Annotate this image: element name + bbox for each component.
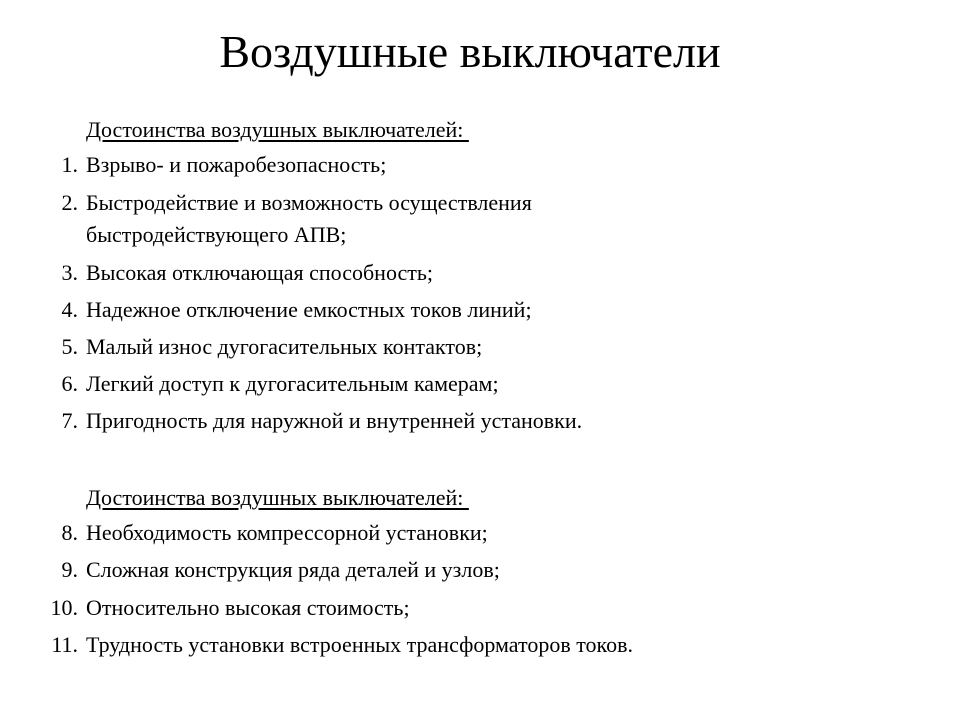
item-number: 9.	[61, 557, 78, 582]
item-text: Взрыво- и пожаробезопасность;	[86, 152, 387, 177]
item-text: Малый износ дугогасительных контактов;	[86, 334, 483, 359]
item-text: Надежное отключение емкостных токов линий;	[86, 297, 532, 322]
item-number: 2.	[61, 190, 78, 215]
item-text: Сложная конструкция ряда деталей и узлов;	[86, 557, 500, 582]
item-text: Необходимость компрессорной установки;	[86, 520, 488, 545]
item-number: 11.	[51, 632, 78, 657]
item-number: 5.	[61, 334, 78, 359]
item-number: 3.	[61, 260, 78, 285]
slide-title: Воздушные выключатели	[219, 26, 721, 77]
item-number: 7.	[61, 408, 78, 433]
item-text: Высокая отключающая способность;	[86, 260, 434, 285]
item-text: Пригодность для наружной и внутренней установки.	[86, 408, 583, 433]
item-text: Легкий доступ к дугогасительным камерам;	[86, 371, 499, 396]
item-number: 10.	[50, 595, 78, 620]
item-number: 8.	[61, 520, 78, 545]
item-text: Быстродействие и возможность осуществления быстродействующего АПВ;	[86, 190, 532, 247]
advantages-heading: Достоинства воздушных выключателей:	[86, 117, 469, 142]
item-number: 6.	[61, 371, 78, 396]
item-number: 4.	[61, 297, 78, 322]
item-text: Трудность установки встроенных трансформаторов токов.	[86, 632, 633, 657]
item-text: Относительно высокая стоимость;	[86, 595, 410, 620]
disadvantages-heading: Достоинства воздушных выключателей:	[86, 485, 469, 510]
item-number: 1.	[61, 152, 78, 177]
